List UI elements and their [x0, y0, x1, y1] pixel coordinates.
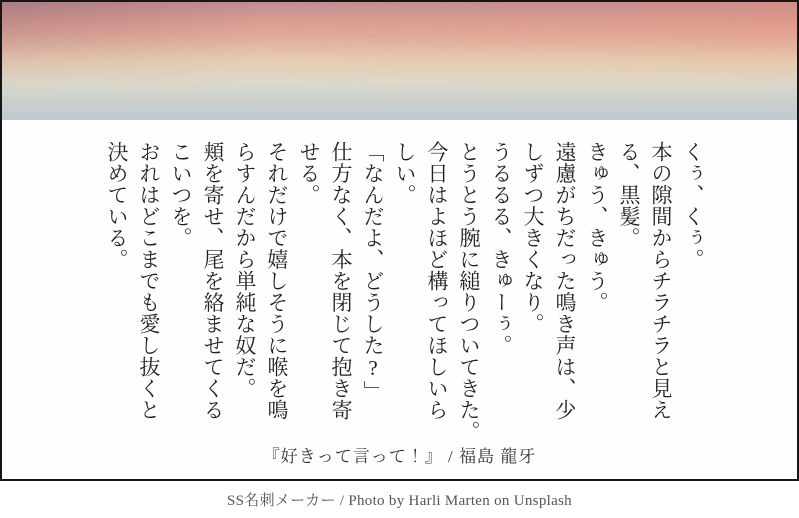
- story-line: 頬を寄せ、尾を絡ませてくる: [201, 141, 225, 421]
- story-line: 「なんだよ、どうした?」: [361, 141, 385, 402]
- footer-credit: SS名刺メーカー / Photo by Harli Marten on Unsplash: [0, 481, 799, 518]
- work-attribution: 『好きって言って！』 / 福島 龍牙: [262, 447, 537, 466]
- header-sky-photo: [2, 2, 797, 120]
- story-line: 本の隙間からチラチラと見え: [649, 141, 673, 421]
- story-line: らすんだから単純な奴だ。: [233, 141, 257, 399]
- story-content-area: [2, 120, 797, 479]
- story-line: しい。: [393, 141, 417, 206]
- story-line: とうとう腕に縋りついてきた。: [457, 141, 481, 442]
- story-line: それだけで嬉しそうに喉を鳴: [265, 141, 289, 421]
- story-line: うるるる、きゅーぅ。: [489, 141, 513, 356]
- story-line: こいつを。: [169, 141, 193, 249]
- story-line: 仕方なく、本を閉じて抱き寄: [329, 141, 353, 421]
- story-line: 決めている。: [105, 141, 129, 270]
- story-text: [101, 141, 709, 443]
- story-line: くぅ、くぅ。: [681, 141, 705, 270]
- story-line: 遠慮がちだった鳴き声は、少: [553, 141, 577, 421]
- story-line: きゅう、きゅう。: [585, 141, 609, 313]
- story-line: しずつ大きくなり。: [521, 141, 545, 335]
- story-line: せる。: [297, 141, 321, 206]
- story-line: る、黒髪。: [617, 141, 641, 249]
- story-line: 今日はよほど構ってほしいら: [425, 141, 449, 421]
- story-line: おれはどこまでも愛し抜くと: [137, 141, 161, 421]
